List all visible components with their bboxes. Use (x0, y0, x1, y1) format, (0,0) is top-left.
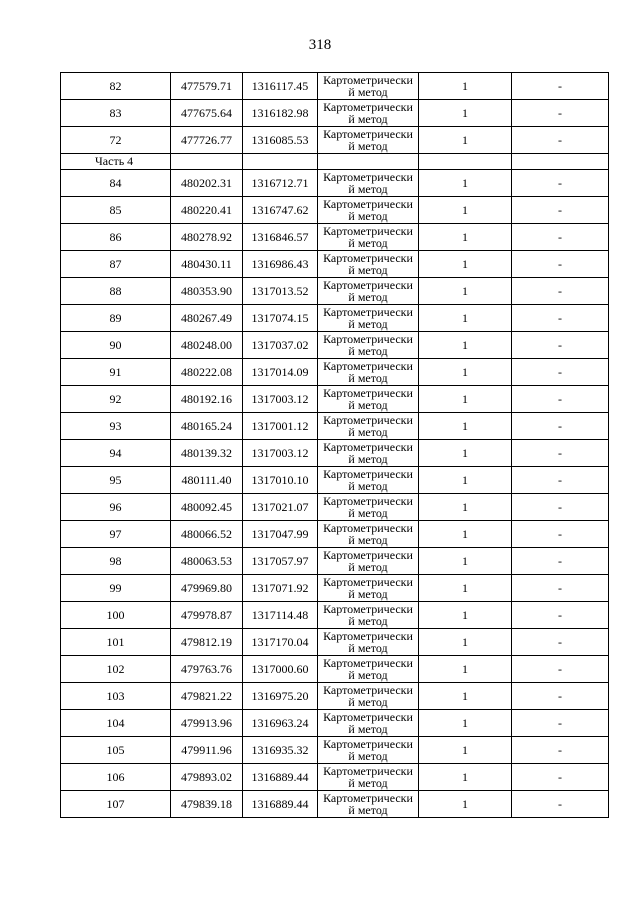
table-row (61, 737, 609, 764)
note-cell: - (512, 100, 609, 127)
y-coordinate-cell: 1316182.98 (243, 100, 318, 127)
note-cell: - (512, 197, 609, 224)
note-cell: - (512, 278, 609, 305)
method-line-2: й метод (348, 317, 388, 331)
method-cell (318, 764, 419, 791)
method-line-2: й метод (348, 236, 388, 250)
table-row (61, 332, 609, 359)
method-cell (318, 629, 419, 656)
method-line-1: Картометрически (323, 602, 413, 616)
note-cell: - (512, 548, 609, 575)
method-line-1: Картометрически (323, 100, 413, 114)
point-number-cell: 95 (61, 467, 171, 494)
method-line-1: Картометрически (323, 440, 413, 454)
count-cell: 1 (419, 251, 512, 278)
method-cell (318, 440, 419, 467)
point-number-cell: 107 (61, 791, 171, 818)
y-coordinate-cell: 1316889.44 (243, 791, 318, 818)
method-line-1: Картометрически (323, 224, 413, 238)
count-cell: 1 (419, 548, 512, 575)
note-cell: - (512, 791, 609, 818)
point-number-cell: 105 (61, 737, 171, 764)
empty-cell (318, 154, 419, 170)
page-number: 318 (308, 37, 332, 53)
x-coordinate-cell: 479839.18 (171, 791, 243, 818)
method-line-1: Картометрически (323, 629, 413, 643)
method-line-2: й метод (348, 614, 388, 628)
method-line-2: й метод (348, 587, 388, 601)
method-line-1: Картометрически (323, 197, 413, 211)
table-row (61, 197, 609, 224)
method-line-2: й метод (348, 112, 388, 126)
method-line-2: й метод (348, 533, 388, 547)
method-line-1: Картометрически (323, 521, 413, 535)
point-number-cell: 93 (61, 413, 171, 440)
point-number-cell: 94 (61, 440, 171, 467)
count-cell: 1 (419, 305, 512, 332)
method-line-2: й метод (348, 776, 388, 790)
method-line-1: Картометрически (323, 764, 413, 778)
table-row (61, 100, 609, 127)
count-cell: 1 (419, 278, 512, 305)
table-row (61, 710, 609, 737)
y-coordinate-cell: 1317010.10 (243, 467, 318, 494)
x-coordinate-cell: 480430.11 (171, 251, 243, 278)
count-cell: 1 (419, 575, 512, 602)
y-coordinate-cell: 1316986.43 (243, 251, 318, 278)
y-coordinate-cell: 1317000.60 (243, 656, 318, 683)
y-coordinate-cell: 1316747.62 (243, 197, 318, 224)
method-line-1: Картометрически (323, 467, 413, 481)
method-line-1: Картометрически (323, 494, 413, 508)
note-cell: - (512, 710, 609, 737)
note-cell: - (512, 467, 609, 494)
y-coordinate-cell: 1316975.20 (243, 683, 318, 710)
method-cell (318, 73, 419, 100)
method-line-2: й метод (348, 722, 388, 736)
x-coordinate-cell: 480248.00 (171, 332, 243, 359)
method-line-2: й метод (348, 85, 388, 99)
point-number-cell: 96 (61, 494, 171, 521)
method-line-2: й метод (348, 803, 388, 817)
note-cell: - (512, 683, 609, 710)
count-cell: 1 (419, 764, 512, 791)
count-cell: 1 (419, 100, 512, 127)
method-cell (318, 386, 419, 413)
x-coordinate-cell: 480278.92 (171, 224, 243, 251)
method-line-2: й метод (348, 425, 388, 439)
count-cell: 1 (419, 737, 512, 764)
point-number-cell: 83 (61, 100, 171, 127)
point-number-cell: 91 (61, 359, 171, 386)
y-coordinate-cell: 1317074.15 (243, 305, 318, 332)
x-coordinate-cell: 479812.19 (171, 629, 243, 656)
method-line-1: Картометрически (323, 791, 413, 805)
x-coordinate-cell: 480066.52 (171, 521, 243, 548)
empty-cell (419, 154, 512, 170)
method-line-2: й метод (348, 452, 388, 466)
method-line-1: Картометрически (323, 575, 413, 589)
x-coordinate-cell: 477726.77 (171, 127, 243, 154)
point-number-cell: 85 (61, 197, 171, 224)
count-cell: 1 (419, 521, 512, 548)
count-cell: 1 (419, 170, 512, 197)
x-coordinate-cell: 477675.64 (171, 100, 243, 127)
point-number-cell: 102 (61, 656, 171, 683)
method-cell (318, 100, 419, 127)
method-cell (318, 332, 419, 359)
table-row (61, 494, 609, 521)
x-coordinate-cell: 480111.40 (171, 467, 243, 494)
point-number-cell: 97 (61, 521, 171, 548)
method-line-1: Картометрически (323, 359, 413, 373)
method-line-1: Картометрически (323, 548, 413, 562)
x-coordinate-cell: 479978.87 (171, 602, 243, 629)
table-row (61, 170, 609, 197)
note-cell: - (512, 656, 609, 683)
note-cell: - (512, 413, 609, 440)
x-coordinate-cell: 480353.90 (171, 278, 243, 305)
method-line-1: Картометрически (323, 278, 413, 292)
table-row (61, 548, 609, 575)
y-coordinate-cell: 1316963.24 (243, 710, 318, 737)
count-cell: 1 (419, 413, 512, 440)
count-cell: 1 (419, 224, 512, 251)
point-number-cell: 87 (61, 251, 171, 278)
method-cell (318, 467, 419, 494)
method-line-2: й метод (348, 398, 388, 412)
table-row (61, 386, 609, 413)
y-coordinate-cell: 1317047.99 (243, 521, 318, 548)
note-cell: - (512, 386, 609, 413)
count-cell: 1 (419, 467, 512, 494)
method-cell (318, 127, 419, 154)
method-cell (318, 791, 419, 818)
method-line-1: Картометрически (323, 73, 413, 87)
method-cell (318, 575, 419, 602)
method-cell (318, 197, 419, 224)
note-cell: - (512, 575, 609, 602)
x-coordinate-cell: 479821.22 (171, 683, 243, 710)
table-row (61, 521, 609, 548)
table-row (61, 440, 609, 467)
table-row (61, 305, 609, 332)
method-cell (318, 170, 419, 197)
empty-cell (171, 154, 243, 170)
note-cell: - (512, 494, 609, 521)
point-number-cell: 88 (61, 278, 171, 305)
method-line-2: й метод (348, 749, 388, 763)
x-coordinate-cell: 479969.80 (171, 575, 243, 602)
method-cell (318, 413, 419, 440)
point-number-cell: 100 (61, 602, 171, 629)
method-cell (318, 602, 419, 629)
table-row (61, 629, 609, 656)
point-number-cell: 86 (61, 224, 171, 251)
x-coordinate-cell: 480092.45 (171, 494, 243, 521)
method-line-2: й метод (348, 182, 388, 196)
y-coordinate-cell: 1316085.53 (243, 127, 318, 154)
method-line-1: Картометрически (323, 413, 413, 427)
y-coordinate-cell: 1317071.92 (243, 575, 318, 602)
note-cell: - (512, 521, 609, 548)
x-coordinate-cell: 480267.49 (171, 305, 243, 332)
table-row (61, 413, 609, 440)
point-number-cell: 84 (61, 170, 171, 197)
y-coordinate-cell: 1317001.12 (243, 413, 318, 440)
method-line-1: Картометрически (323, 170, 413, 184)
table-row (61, 251, 609, 278)
method-line-2: й метод (348, 344, 388, 358)
method-cell (318, 656, 419, 683)
y-coordinate-cell: 1316935.32 (243, 737, 318, 764)
x-coordinate-cell: 477579.71 (171, 73, 243, 100)
x-coordinate-cell: 480165.24 (171, 413, 243, 440)
empty-cell (243, 154, 318, 170)
y-coordinate-cell: 1317014.09 (243, 359, 318, 386)
count-cell: 1 (419, 710, 512, 737)
method-cell (318, 683, 419, 710)
method-cell (318, 278, 419, 305)
note-cell: - (512, 629, 609, 656)
note-cell: - (512, 359, 609, 386)
point-number-cell: 72 (61, 127, 171, 154)
method-line-2: й метод (348, 371, 388, 385)
table-row (61, 683, 609, 710)
method-line-1: Картометрически (323, 332, 413, 346)
method-cell (318, 359, 419, 386)
note-cell: - (512, 602, 609, 629)
table-row (61, 224, 609, 251)
point-number-cell: 92 (61, 386, 171, 413)
count-cell: 1 (419, 602, 512, 629)
table-row (61, 73, 609, 100)
count-cell: 1 (419, 386, 512, 413)
x-coordinate-cell: 480220.41 (171, 197, 243, 224)
method-line-2: й метод (348, 641, 388, 655)
method-cell (318, 305, 419, 332)
point-number-cell: 104 (61, 710, 171, 737)
method-line-1: Картометрически (323, 683, 413, 697)
method-line-1: Картометрически (323, 305, 413, 319)
count-cell: 1 (419, 494, 512, 521)
count-cell: 1 (419, 332, 512, 359)
count-cell: 1 (419, 440, 512, 467)
y-coordinate-cell: 1317013.52 (243, 278, 318, 305)
note-cell: - (512, 224, 609, 251)
y-coordinate-cell: 1316889.44 (243, 764, 318, 791)
method-line-2: й метод (348, 263, 388, 277)
note-cell: - (512, 332, 609, 359)
point-number-cell: 89 (61, 305, 171, 332)
y-coordinate-cell: 1317021.07 (243, 494, 318, 521)
table-row (61, 656, 609, 683)
table-row (61, 764, 609, 791)
table-row (61, 602, 609, 629)
x-coordinate-cell: 480202.31 (171, 170, 243, 197)
note-cell: - (512, 170, 609, 197)
table-row (61, 467, 609, 494)
method-line-2: й метод (348, 209, 388, 223)
count-cell: 1 (419, 127, 512, 154)
method-cell (318, 521, 419, 548)
point-number-cell: 90 (61, 332, 171, 359)
table-row (61, 278, 609, 305)
y-coordinate-cell: 1317057.97 (243, 548, 318, 575)
coordinates-table (60, 72, 609, 818)
note-cell: - (512, 251, 609, 278)
x-coordinate-cell: 480192.16 (171, 386, 243, 413)
method-cell (318, 494, 419, 521)
section-label: Часть 4 (61, 154, 171, 170)
method-cell (318, 737, 419, 764)
x-coordinate-cell: 480063.53 (171, 548, 243, 575)
note-cell: - (512, 440, 609, 467)
note-cell: - (512, 764, 609, 791)
table-row (61, 575, 609, 602)
note-cell: - (512, 127, 609, 154)
x-coordinate-cell: 480222.08 (171, 359, 243, 386)
table-body (61, 73, 609, 818)
table-row (61, 791, 609, 818)
point-number-cell: 103 (61, 683, 171, 710)
count-cell: 1 (419, 359, 512, 386)
count-cell: 1 (419, 683, 512, 710)
count-cell: 1 (419, 197, 512, 224)
y-coordinate-cell: 1317170.04 (243, 629, 318, 656)
y-coordinate-cell: 1317003.12 (243, 440, 318, 467)
note-cell: - (512, 737, 609, 764)
method-line-1: Картометрически (323, 710, 413, 724)
x-coordinate-cell: 480139.32 (171, 440, 243, 467)
count-cell: 1 (419, 629, 512, 656)
x-coordinate-cell: 479911.96 (171, 737, 243, 764)
method-line-2: й метод (348, 139, 388, 153)
method-line-2: й метод (348, 506, 388, 520)
method-cell (318, 710, 419, 737)
point-number-cell: 101 (61, 629, 171, 656)
x-coordinate-cell: 479893.02 (171, 764, 243, 791)
y-coordinate-cell: 1316117.45 (243, 73, 318, 100)
y-coordinate-cell: 1316712.71 (243, 170, 318, 197)
y-coordinate-cell: 1316846.57 (243, 224, 318, 251)
method-cell (318, 251, 419, 278)
method-cell (318, 224, 419, 251)
method-line-1: Картометрически (323, 656, 413, 670)
method-line-2: й метод (348, 695, 388, 709)
method-line-2: й метод (348, 290, 388, 304)
table-row (61, 127, 609, 154)
method-line-2: й метод (348, 479, 388, 493)
point-number-cell: 82 (61, 73, 171, 100)
point-number-cell: 98 (61, 548, 171, 575)
table-row (61, 359, 609, 386)
y-coordinate-cell: 1317003.12 (243, 386, 318, 413)
method-line-1: Картометрически (323, 737, 413, 751)
count-cell: 1 (419, 656, 512, 683)
x-coordinate-cell: 479763.76 (171, 656, 243, 683)
method-line-1: Картометрически (323, 386, 413, 400)
method-line-2: й метод (348, 668, 388, 682)
method-line-2: й метод (348, 560, 388, 574)
method-line-1: Картометрически (323, 251, 413, 265)
note-cell: - (512, 73, 609, 100)
x-coordinate-cell: 479913.96 (171, 710, 243, 737)
note-cell: - (512, 305, 609, 332)
point-number-cell: 106 (61, 764, 171, 791)
section-row (61, 154, 609, 170)
method-cell (318, 548, 419, 575)
y-coordinate-cell: 1317114.48 (243, 602, 318, 629)
count-cell: 1 (419, 791, 512, 818)
empty-cell (512, 154, 609, 170)
point-number-cell: 99 (61, 575, 171, 602)
count-cell: 1 (419, 73, 512, 100)
method-line-1: Картометрически (323, 127, 413, 141)
y-coordinate-cell: 1317037.02 (243, 332, 318, 359)
